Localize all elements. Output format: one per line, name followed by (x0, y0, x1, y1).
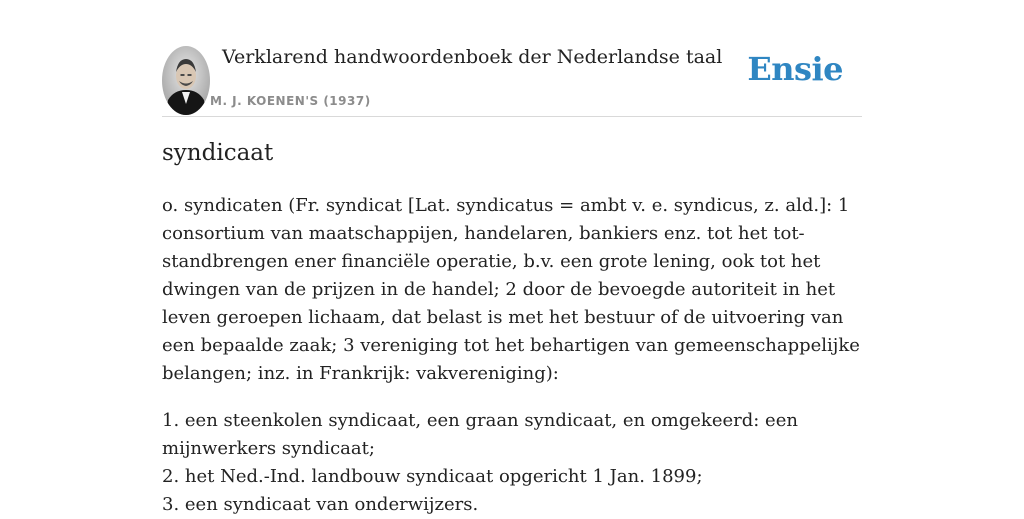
example-item: 2. het Ned.-Ind. landbouw syndicaat opgericht 1 Jan. 1899; (162, 466, 703, 487)
ensie-logo-link[interactable]: Ensie (747, 50, 843, 88)
author-credit: M. J. KOENEN'S (1937) (210, 94, 371, 108)
author-portrait (162, 46, 210, 115)
entry-definition: o. syndicaten (Fr. syndicat [Lat. syndicatus = ambt v. e. syndicus, z. ald.]: 1 consortium van maatschappijen, handelaren, bankiers enz. tot het tot-standbrengen ener financiële operatie, b.v. een grote lening, ook tot het dwingen van de prijzen in de handel; 2 door de bevoegde autoriteit in het leven geroepen lichaam, dat belast is met het bestuur of de uitvoering van een bepaalde zaak; 3 vereniging tot het behartigen van gemeenschappelijke belangen; inz. in Frankrijk: vakvereniging): (162, 195, 860, 384)
author-portrait-image (162, 46, 210, 115)
example-item: 3. een syndicaat van onderwijzers. (162, 494, 479, 515)
entry-examples (162, 407, 862, 519)
example-item: 1. een steenkolen syndicaat, een graan syndicaat, en omgekeerd: een mijnwerkers syndicaat; (162, 410, 798, 459)
page-container (162, 0, 862, 515)
entry-headword: syndicaat (162, 140, 274, 166)
book-title: Verklarend handwoordenboek der Nederlandse taal (222, 46, 723, 68)
site-header (162, 0, 862, 117)
